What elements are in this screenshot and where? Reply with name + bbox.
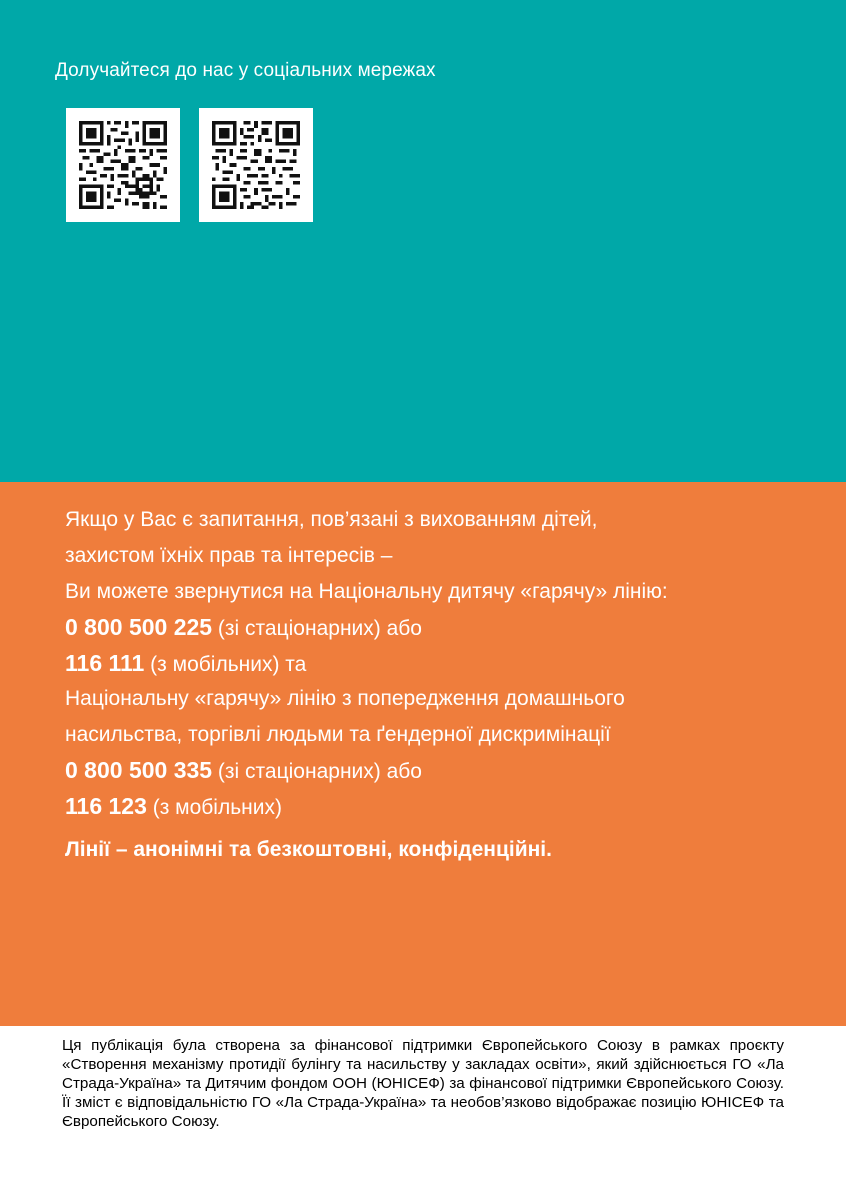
domestic-mobile-suffix: (з мобільних) (146, 796, 282, 819)
hotline-note: Лінії – анонімні та безкоштовні, конфіденційні. (65, 838, 552, 861)
qr-code-icon (212, 121, 300, 209)
child-mobile-number[interactable]: 116 111 (65, 650, 145, 676)
domestic-line-1: Національну «гарячу» лінію з попередження домашнього (65, 687, 625, 710)
intro-line-1: Якщо у Вас є запитання, пов’язані з вихованням дітей, (65, 508, 598, 531)
child-landline-suffix: (зі стаціонарних) або (212, 617, 422, 640)
domestic-mobile-line (65, 793, 282, 820)
disclaimer-text: Ця публікація була створена за фінансової підтримки Європейського Союзу в рамках проєкту «Створення механізму протидії булінгу та насильству у закладах освіти», який здійснюється ГО «Ла Страда-Україна» та Дитячим фондом ООН (ЮНІСЕФ) за фінансової підтримки Європейського Союзу. Її зміст є відповідальністю ГО «Ла Страда-Україна» та необов’язково відображає позицію ЮНІСЕФ та Європейського Союзу. (62, 1037, 784, 1130)
social-panel (0, 0, 846, 482)
child-landline-line (65, 614, 422, 641)
domestic-mobile-number[interactable]: 116 123 (65, 793, 147, 819)
social-heading: Долучайтеся до нас у соціальних мережах (55, 60, 436, 81)
child-mobile-suffix: (з мобільних) та (144, 653, 307, 676)
hotline-panel (0, 482, 846, 1026)
domestic-line-2: насильства, торгівлі людьми та ґендерної дискримінації (65, 723, 611, 746)
domestic-landline-suffix: (зі стаціонарних) або (212, 760, 422, 783)
intro-line-3: Ви можете звернутися на Національну дитячу «гарячу» лінію: (65, 580, 668, 603)
qr-code-icon (79, 121, 167, 209)
child-mobile-line (65, 650, 306, 677)
child-landline-number[interactable]: 0 800 500 225 (65, 614, 213, 640)
qr-code-2[interactable] (199, 108, 313, 222)
qr-code-1[interactable] (66, 108, 180, 222)
domestic-landline-number[interactable]: 0 800 500 335 (65, 757, 213, 783)
intro-line-2: захистом їхніх прав та інтересів – (65, 544, 393, 567)
domestic-landline-line (65, 757, 422, 784)
